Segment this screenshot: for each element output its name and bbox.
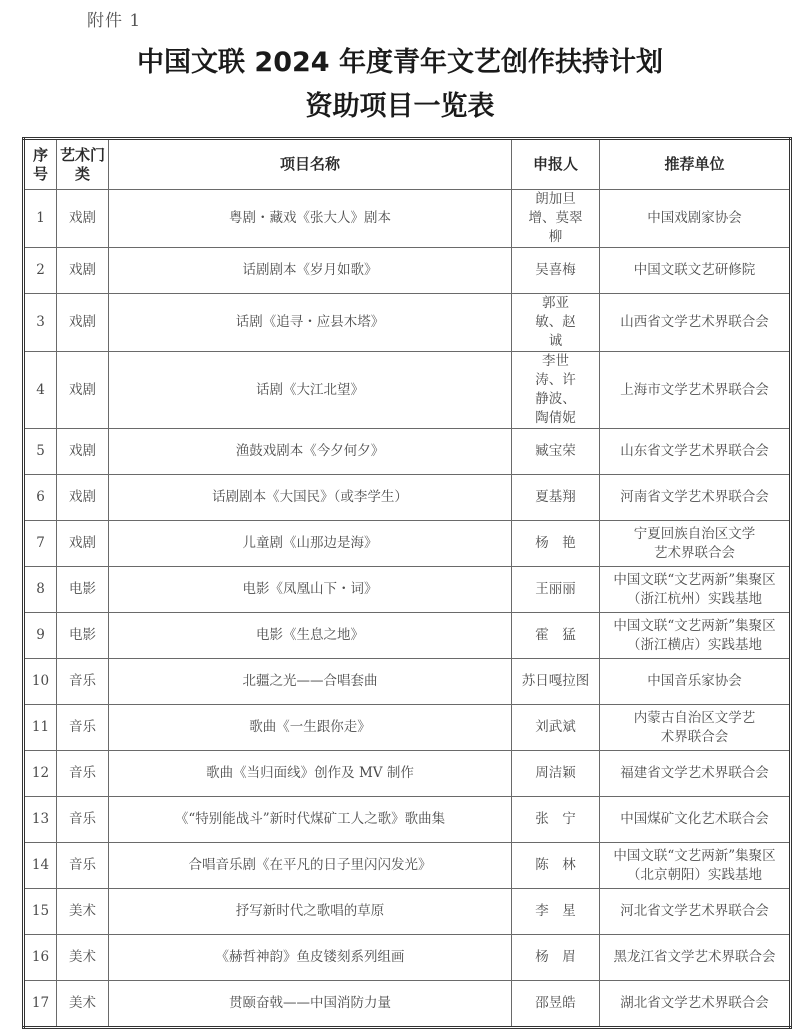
cell-unit: 湖北省文学艺术界联合会 — [600, 981, 791, 1028]
cell-unit: 中国戏剧家协会 — [600, 190, 791, 248]
funded-projects-table — [22, 137, 792, 1029]
cell-unit: 宁夏回族自治区文学艺术界联合会 — [600, 521, 791, 567]
attachment-label: 附件 1 — [87, 11, 142, 31]
cell-project: 话剧剧本《大国民》（或李学生） — [109, 475, 512, 521]
cell-no: 12 — [24, 751, 57, 797]
header-applicant: 申报人 — [512, 139, 600, 190]
table-row — [24, 190, 791, 248]
table-row — [24, 843, 791, 889]
table-row — [24, 521, 791, 567]
cell-category: 戏剧 — [57, 248, 109, 294]
cell-applicant: 张 宁 — [512, 797, 600, 843]
cell-project: 话剧《追寻・应县木塔》 — [109, 294, 512, 352]
cell-category: 戏剧 — [57, 190, 109, 248]
cell-unit: 河北省文学艺术界联合会 — [600, 889, 791, 935]
cell-no: 3 — [24, 294, 57, 352]
cell-unit: 中国音乐家协会 — [600, 659, 791, 705]
cell-project: 贯颐奋戟——中国消防力量 — [109, 981, 512, 1028]
cell-unit: 河南省文学艺术界联合会 — [600, 475, 791, 521]
table-row — [24, 981, 791, 1028]
cell-no: 1 — [24, 190, 57, 248]
table-row — [24, 889, 791, 935]
cell-unit: 中国煤矿文化艺术联合会 — [600, 797, 791, 843]
cell-project: 歌曲《一生跟你走》 — [109, 705, 512, 751]
cell-category: 美术 — [57, 889, 109, 935]
cell-applicant: 刘武斌 — [512, 705, 600, 751]
cell-category: 音乐 — [57, 705, 109, 751]
table-row — [24, 567, 791, 613]
cell-unit: 中国文联“文艺两新”集聚区（浙江杭州）实践基地 — [600, 567, 791, 613]
cell-no: 15 — [24, 889, 57, 935]
cell-no: 8 — [24, 567, 57, 613]
cell-applicant: 朗加旦增、莫翠柳 — [512, 190, 600, 248]
cell-no: 10 — [24, 659, 57, 705]
cell-category: 戏剧 — [57, 429, 109, 475]
table-row — [24, 613, 791, 659]
cell-applicant: 霍 猛 — [512, 613, 600, 659]
header-unit: 推荐单位 — [600, 139, 791, 190]
cell-project: 抒写新时代之歌唱的草原 — [109, 889, 512, 935]
cell-category: 音乐 — [57, 751, 109, 797]
cell-project: 合唱音乐剧《在平凡的日子里闪闪发光》 — [109, 843, 512, 889]
table-row — [24, 352, 791, 429]
table-row — [24, 659, 791, 705]
table-header-row — [24, 139, 791, 190]
cell-applicant: 陈 林 — [512, 843, 600, 889]
document-subtitle: 资助项目一览表 — [305, 91, 495, 122]
cell-project: 电影《凤凰山下・词》 — [109, 567, 512, 613]
cell-category: 戏剧 — [57, 352, 109, 429]
table-row — [24, 751, 791, 797]
cell-category: 音乐 — [57, 797, 109, 843]
cell-unit: 中国文联“文艺两新”集聚区（北京朝阳）实践基地 — [600, 843, 791, 889]
cell-no: 2 — [24, 248, 57, 294]
table-row — [24, 475, 791, 521]
cell-category: 戏剧 — [57, 294, 109, 352]
header-category: 艺术门类 — [57, 139, 109, 190]
cell-project: 《“特别能战斗”新时代煤矿工人之歌》歌曲集 — [109, 797, 512, 843]
cell-project: 粤剧・藏戏《张大人》剧本 — [109, 190, 512, 248]
cell-applicant: 周洁颖 — [512, 751, 600, 797]
cell-unit: 福建省文学艺术界联合会 — [600, 751, 791, 797]
cell-project: 话剧《大江北望》 — [109, 352, 512, 429]
cell-no: 14 — [24, 843, 57, 889]
cell-no: 4 — [24, 352, 57, 429]
cell-no: 16 — [24, 935, 57, 981]
cell-unit: 上海市文学艺术界联合会 — [600, 352, 791, 429]
cell-project: 话剧剧本《岁月如歌》 — [109, 248, 512, 294]
cell-category: 戏剧 — [57, 475, 109, 521]
cell-applicant: 李 星 — [512, 889, 600, 935]
table-row — [24, 705, 791, 751]
header-no: 序号 — [24, 139, 57, 190]
cell-applicant: 李世涛、许静波、陶倩妮 — [512, 352, 600, 429]
cell-project: 电影《生息之地》 — [109, 613, 512, 659]
cell-applicant: 夏基翔 — [512, 475, 600, 521]
cell-applicant: 苏日嘎拉图 — [512, 659, 600, 705]
cell-applicant: 邵昱皓 — [512, 981, 600, 1028]
cell-project: 渔鼓戏剧本《今夕何夕》 — [109, 429, 512, 475]
cell-category: 电影 — [57, 613, 109, 659]
table-row — [24, 294, 791, 352]
cell-applicant: 王丽丽 — [512, 567, 600, 613]
cell-no: 13 — [24, 797, 57, 843]
cell-project: 北疆之光——合唱套曲 — [109, 659, 512, 705]
cell-applicant: 郭亚敏、赵诚 — [512, 294, 600, 352]
cell-unit: 黑龙江省文学艺术界联合会 — [600, 935, 791, 981]
cell-no: 6 — [24, 475, 57, 521]
cell-no: 17 — [24, 981, 57, 1028]
cell-category: 戏剧 — [57, 521, 109, 567]
cell-category: 电影 — [57, 567, 109, 613]
table-row — [24, 248, 791, 294]
cell-unit: 山西省文学艺术界联合会 — [600, 294, 791, 352]
cell-applicant: 杨 艳 — [512, 521, 600, 567]
cell-unit: 中国文联“文艺两新”集聚区（浙江横店）实践基地 — [600, 613, 791, 659]
cell-category: 音乐 — [57, 659, 109, 705]
document-title: 中国文联 2024 年度青年文艺创作扶持计划 — [137, 47, 663, 78]
cell-category: 音乐 — [57, 843, 109, 889]
cell-no: 5 — [24, 429, 57, 475]
cell-category: 美术 — [57, 981, 109, 1028]
cell-project: 《赫哲神韵》鱼皮镂刻系列组画 — [109, 935, 512, 981]
cell-unit: 中国文联文艺研修院 — [600, 248, 791, 294]
cell-applicant: 吴喜梅 — [512, 248, 600, 294]
cell-category: 美术 — [57, 935, 109, 981]
cell-no: 7 — [24, 521, 57, 567]
header-project: 项目名称 — [109, 139, 512, 190]
cell-unit: 内蒙古自治区文学艺术界联合会 — [600, 705, 791, 751]
table-row — [24, 935, 791, 981]
cell-applicant: 杨 眉 — [512, 935, 600, 981]
table-row — [24, 429, 791, 475]
cell-project: 儿童剧《山那边是海》 — [109, 521, 512, 567]
cell-no: 11 — [24, 705, 57, 751]
cell-no: 9 — [24, 613, 57, 659]
cell-project: 歌曲《当归面线》创作及 MV 制作 — [109, 751, 512, 797]
cell-unit: 山东省文学艺术界联合会 — [600, 429, 791, 475]
cell-applicant: 臧宝荣 — [512, 429, 600, 475]
table-row — [24, 797, 791, 843]
